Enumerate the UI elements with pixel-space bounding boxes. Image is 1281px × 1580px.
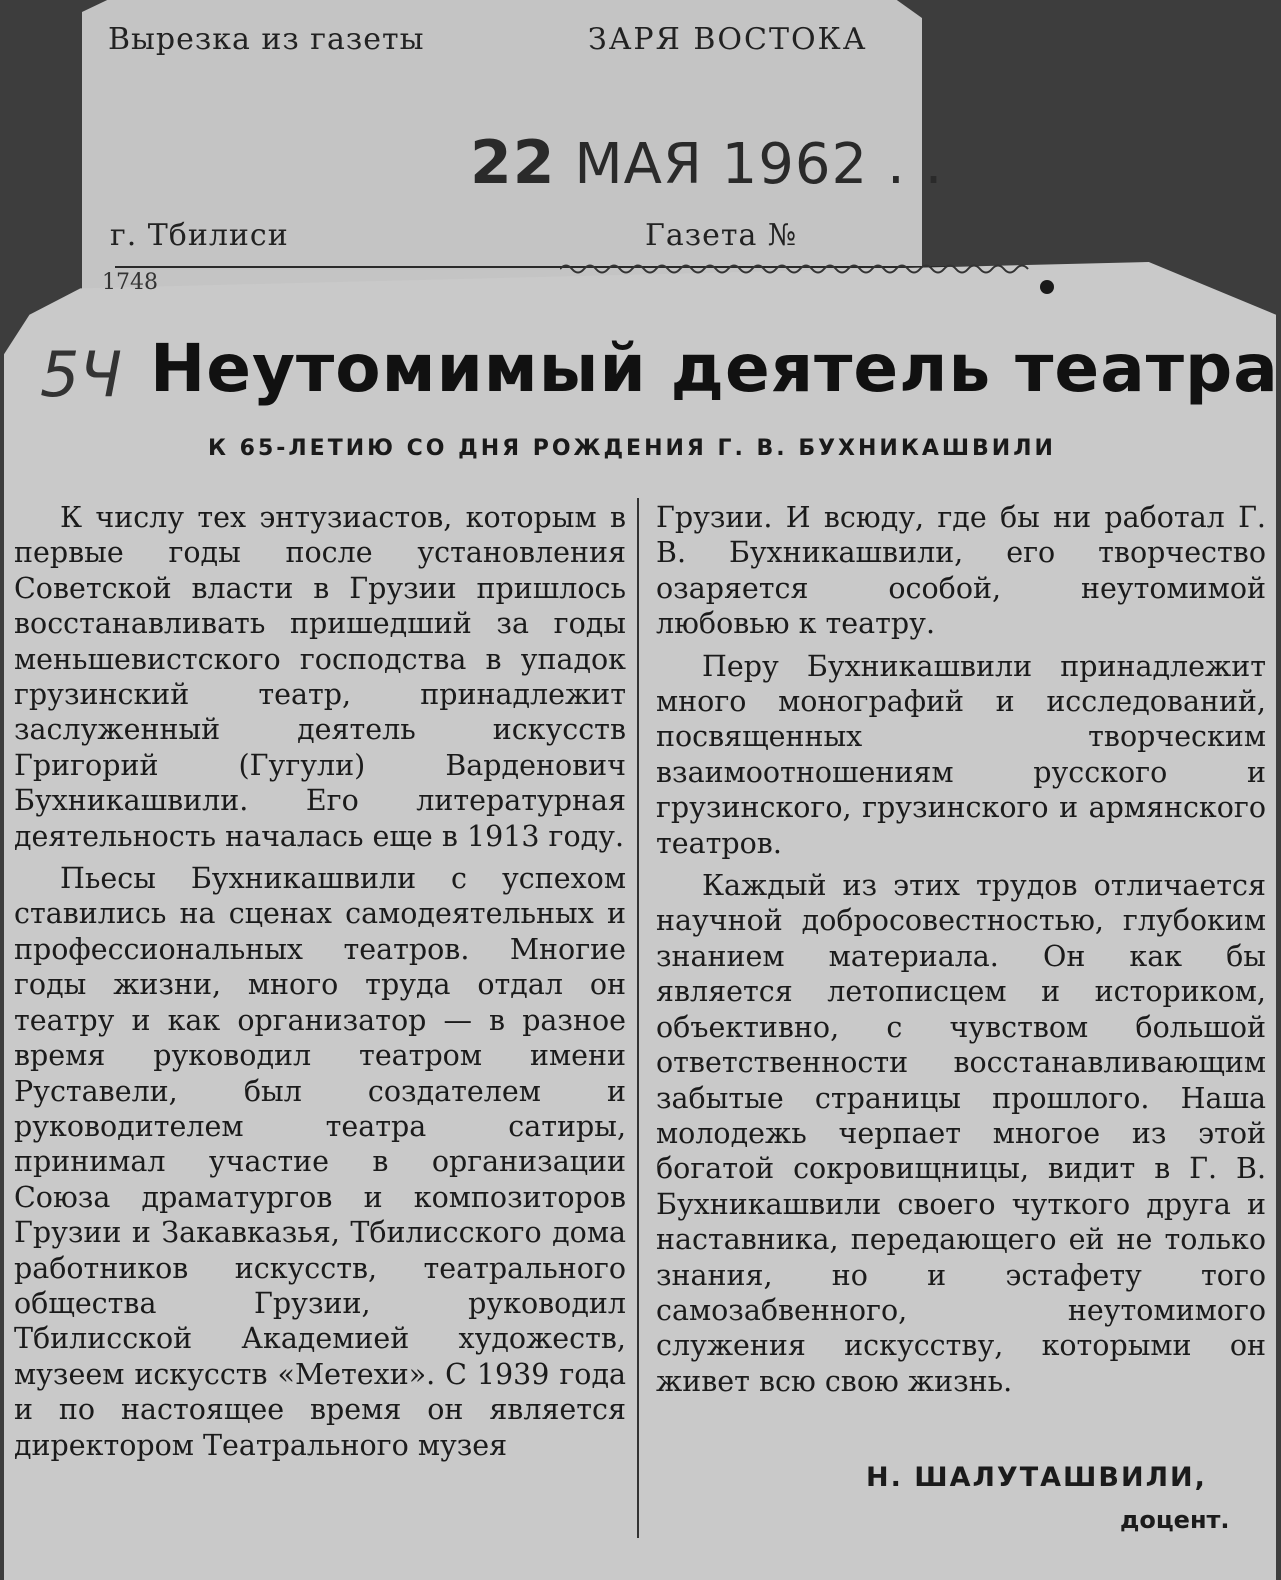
city-label: г. Тбилиси — [110, 218, 289, 253]
article-title: Неутомимый деятель театра — [150, 330, 1279, 407]
left-column — [14, 500, 626, 1470]
author-name: Н. ШАЛУТАШВИЛИ, — [866, 1462, 1207, 1493]
article-subtitle: К 65-ЛЕТИЮ СО ДНЯ РОЖДЕНИЯ Г. В. БУХНИКАШВИЛИ — [208, 436, 1056, 461]
clipping-source-label: Вырезка из газеты — [108, 22, 425, 57]
right-column — [656, 500, 1266, 1406]
issue-label: Газета № — [645, 218, 798, 253]
date-dots: . . — [886, 132, 944, 197]
paragraph: Пьесы Бухникашвили с успехом ставились на сценах самодеятельных и профессиональных театров. Многие годы жизни, много труда отдал он театру и как организатор — в разное время руководил театром имени Руставели, был создателем и руководителем театра сатиры, принимал участие в организации Союза драматургов и композиторов Грузии и Закавказья, Тбилисского дома работников искусств, театрального общества Грузии, руководил Тбилисской Академией художеств, музеем искусств «Метехи». С 1939 года и по настоящее время он является директором Театрального музея — [14, 862, 626, 1462]
scalloped-edge — [560, 262, 1040, 276]
date-month-year: МАЯ 1962 — [574, 132, 869, 197]
newspaper-name: ЗАРЯ ВОСТОКА — [588, 22, 868, 57]
author-title: доцент. — [1120, 1506, 1230, 1534]
paragraph: К числу тех энтузиастов, которым в первые годы после установления Советской власти в Грузии пришлось восстанавливать пришедший за годы меньшевистского господства в упадок грузинский театр, принадлежит заслуженный деятель искусств Григорий (Гугули) Варденович Бухникашвили. Его литературная деятельность началась еще в 1913 году. — [14, 501, 626, 853]
handwritten-mark: 5Ч — [40, 338, 122, 411]
date-stamp — [470, 128, 943, 198]
paragraph: Грузии. И всюду, где бы ни работал Г. В. Бухникашвили, его творчество озаряется особой, неутомимой любовью к театру. — [656, 501, 1266, 641]
partial-number: 1748 — [102, 270, 158, 295]
paragraph: Каждый из этих трудов отличается научной добросовестностью, глубоким знанием материала. Он как бы является летописцем и историком, объективно, с чувством большой ответственности восстанавливающим забытые страницы прошлого. Наша молодежь черпает многое из этой богатой сокровищницы, видит в Г. В. Бухникашвили своего чуткого друга и наставника, передающего ей не только знания, но и эстафету того самозабвенного, неутомимого служения искусству, которыми он живет всю свою жизнь. — [656, 869, 1266, 1398]
date-day: 22 — [470, 128, 556, 198]
pin-dot — [1040, 280, 1054, 294]
column-divider — [637, 498, 639, 1538]
paragraph: Перу Бухникашвили принадлежит много монографий и исследований, посвященных творческим взаимоотношениям русского и грузинского, грузинского и армянского театров. — [656, 649, 1266, 860]
